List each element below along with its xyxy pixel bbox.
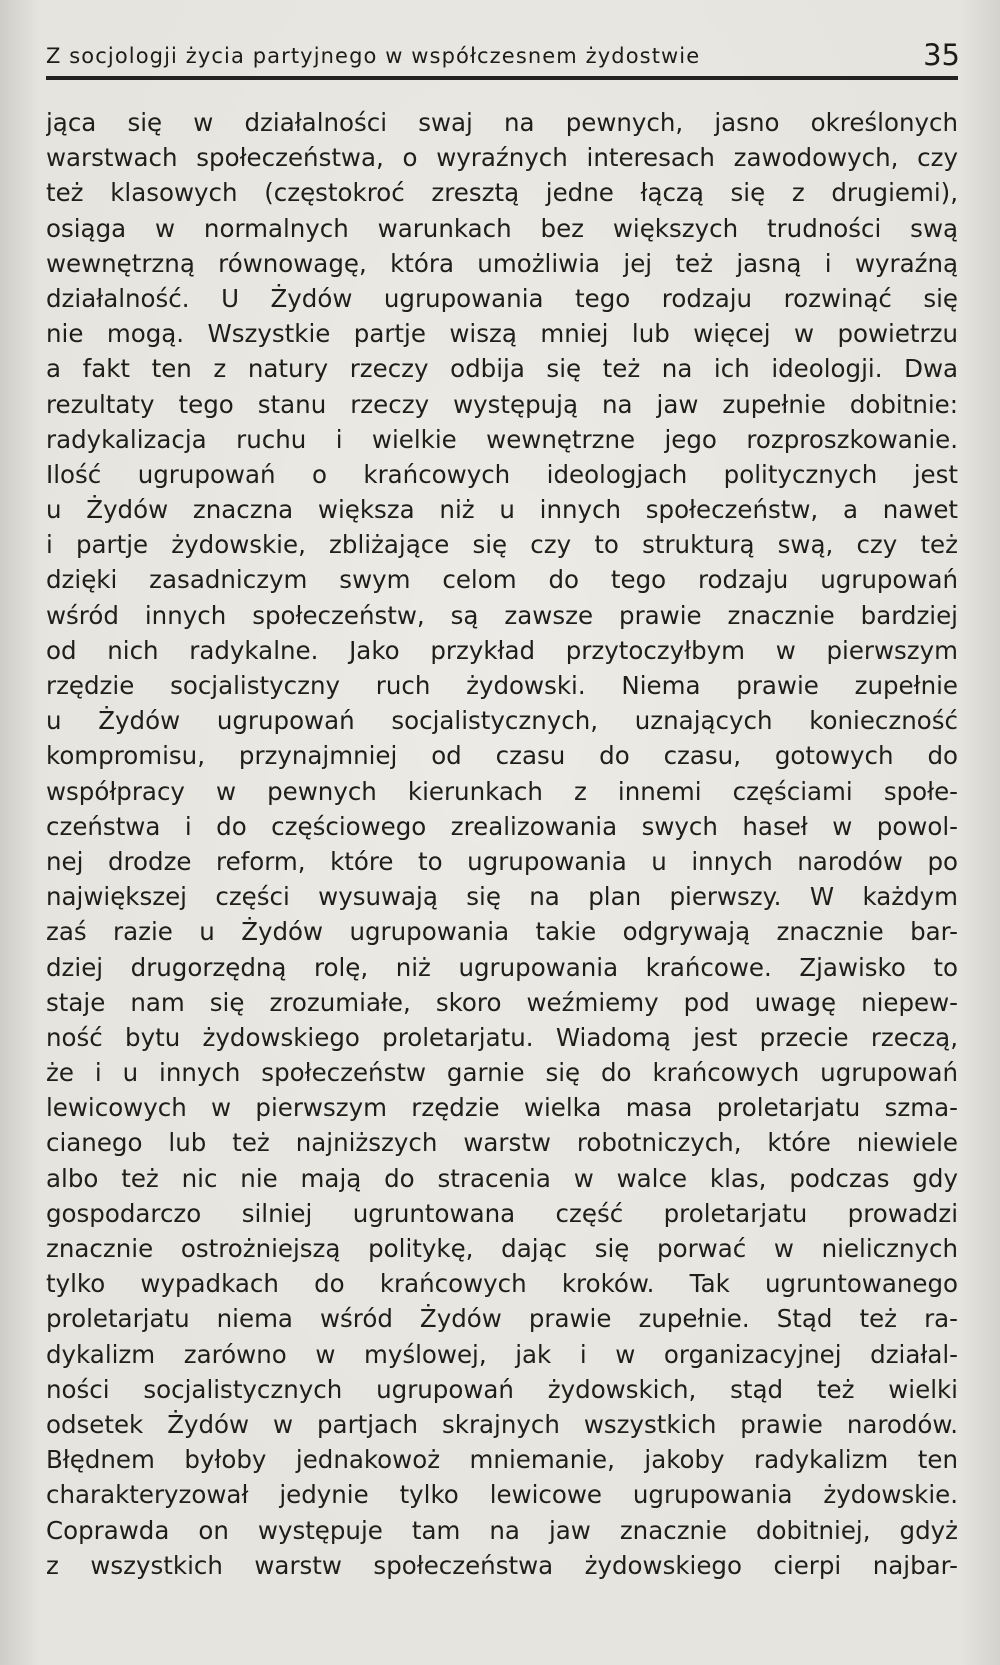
text-line: tylko wypadkach do krańcowych kroków. Tak ugruntowanego — [46, 1269, 958, 1299]
text-line: charakteryzował jedynie tylko lewicowe ugrupowania żydowskie. — [46, 1480, 958, 1510]
text-line: dzięki zasadniczym swym celom do tego rodzaju ugrupowań — [46, 565, 958, 595]
text-line: u Żydów znaczna większa niż u innych społeczeństw, a nawet — [46, 495, 958, 525]
running-header — [46, 40, 962, 76]
text-line: a fakt ten z natury rzeczy odbija się też na ich ideologji. Dwa — [46, 354, 958, 384]
text-line: radykalizacja ruchu i wielkie wewnętrzne jego rozproszkowanie. — [46, 424, 958, 454]
text-line: warstwach społeczeństwa, o wyraźnych interesach zawodowych, czy — [46, 143, 958, 173]
text-line: rezultaty tego stanu rzeczy występują na jaw zupełnie dobitnie: — [46, 389, 958, 419]
text-line: też klasowych (częstokroć zresztą jedne łączą się z drugiemi), — [46, 178, 958, 208]
text-line: Coprawda on występuje tam na jaw znacznie dobitniej, gdyż — [46, 1515, 958, 1545]
text-line: i partje żydowskie, zbliżające się czy to strukturą swą, czy też — [46, 530, 958, 560]
text-line: rzędzie socjalistyczny ruch żydowski. Niema prawie zupełnie — [46, 671, 958, 700]
text-line: nej drodze reform, które to ugrupowania u innych narodów po — [46, 846, 958, 876]
text-line: od nich radykalne. Jako przykład przytoczyłbym w pierwszym — [46, 635, 958, 665]
page-number: 35 — [923, 38, 960, 72]
text-line: dziej drugorzędną rolę, niż ugrupowania krańcowe. Zjawisko to — [46, 952, 958, 982]
text-line: z wszystkich warstw społeczeństwa żydowskiego cierpi najbar- — [46, 1550, 958, 1580]
text-line: wewnętrzną równowagę, która umożliwia jej też jasną i wyraźną — [46, 248, 958, 278]
text-line: że i u innych społeczeństw garnie się do krańcowych ugrupowań — [46, 1058, 958, 1088]
text-line: cianego lub też najniższych warstw robotniczych, które niewiele — [46, 1128, 958, 1158]
text-line: Błędnem byłoby jednakowoż mniemanie, jakoby radykalizm ten — [46, 1445, 958, 1475]
text-line: jąca się w działalności swaj na pewnych, jasno określonych — [46, 108, 958, 137]
running-head-title: Z socjologji życia partyjnego w współczesnem żydostwie — [46, 44, 701, 68]
text-line: dykalizm zarówno w myślowej, jak i w organizacyjnej działal- — [46, 1339, 958, 1369]
text-line: zaś razie u Żydów ugrupowania takie odgrywają znacznie bar- — [46, 917, 958, 947]
text-line: wśród innych społeczeństw, są zawsze prawie znacznie bardziej — [46, 600, 958, 630]
text-line: proletarjatu niema wśród Żydów prawie zupełnie. Stąd też ra- — [46, 1304, 958, 1334]
text-line: działalność. U Żydów ugrupowania tego rodzaju rozwinąć się — [46, 283, 958, 313]
text-line: lewicowych w pierwszym rzędzie wielka masa proletarjatu szma- — [46, 1093, 958, 1123]
body-text — [46, 105, 958, 1583]
text-line: albo też nic nie mają do stracenia w walce klas, podczas gdy — [46, 1163, 958, 1193]
text-line: staje nam się zrozumiałe, skoro weźmiemy pod uwagę niepew- — [46, 987, 958, 1017]
text-line: osiąga w normalnych warunkach bez większych trudności swą — [46, 213, 958, 243]
text-line: odsetek Żydów w partjach skrajnych wszystkich prawie narodów. — [46, 1409, 958, 1439]
text-line: Ilość ugrupowań o krańcowych ideologjach politycznych jest — [46, 459, 958, 489]
text-line: gospodarczo silniej ugruntowana część proletarjatu prowadzi — [46, 1198, 958, 1228]
text-line: u Żydów ugrupowań socjalistycznych, uznających konieczność — [46, 706, 958, 736]
text-line: znacznie ostrożniejszą politykę, dając się porwać w nielicznych — [46, 1234, 958, 1263]
text-line: kompromisu, przynajmniej od czasu do czasu, gotowych do — [46, 741, 958, 771]
text-line: współpracy w pewnych kierunkach z innemi częściami społe- — [46, 776, 958, 806]
text-line: ności socjalistycznych ugrupowań żydowskich, stąd też wielki — [46, 1374, 958, 1404]
header-rule — [46, 76, 958, 80]
text-line: nie mogą. Wszystkie partje wiszą mniej lub więcej w powietrzu — [46, 319, 958, 349]
text-line: czeństwa i do częściowego zrealizowania swych haseł w powol- — [46, 811, 958, 841]
text-line: największej części wysuwają się na plan pierwszy. W każdym — [46, 882, 958, 912]
text-line: ność bytu żydowskiego proletarjatu. Wiadomą jest przecie rzeczą, — [46, 1022, 958, 1052]
